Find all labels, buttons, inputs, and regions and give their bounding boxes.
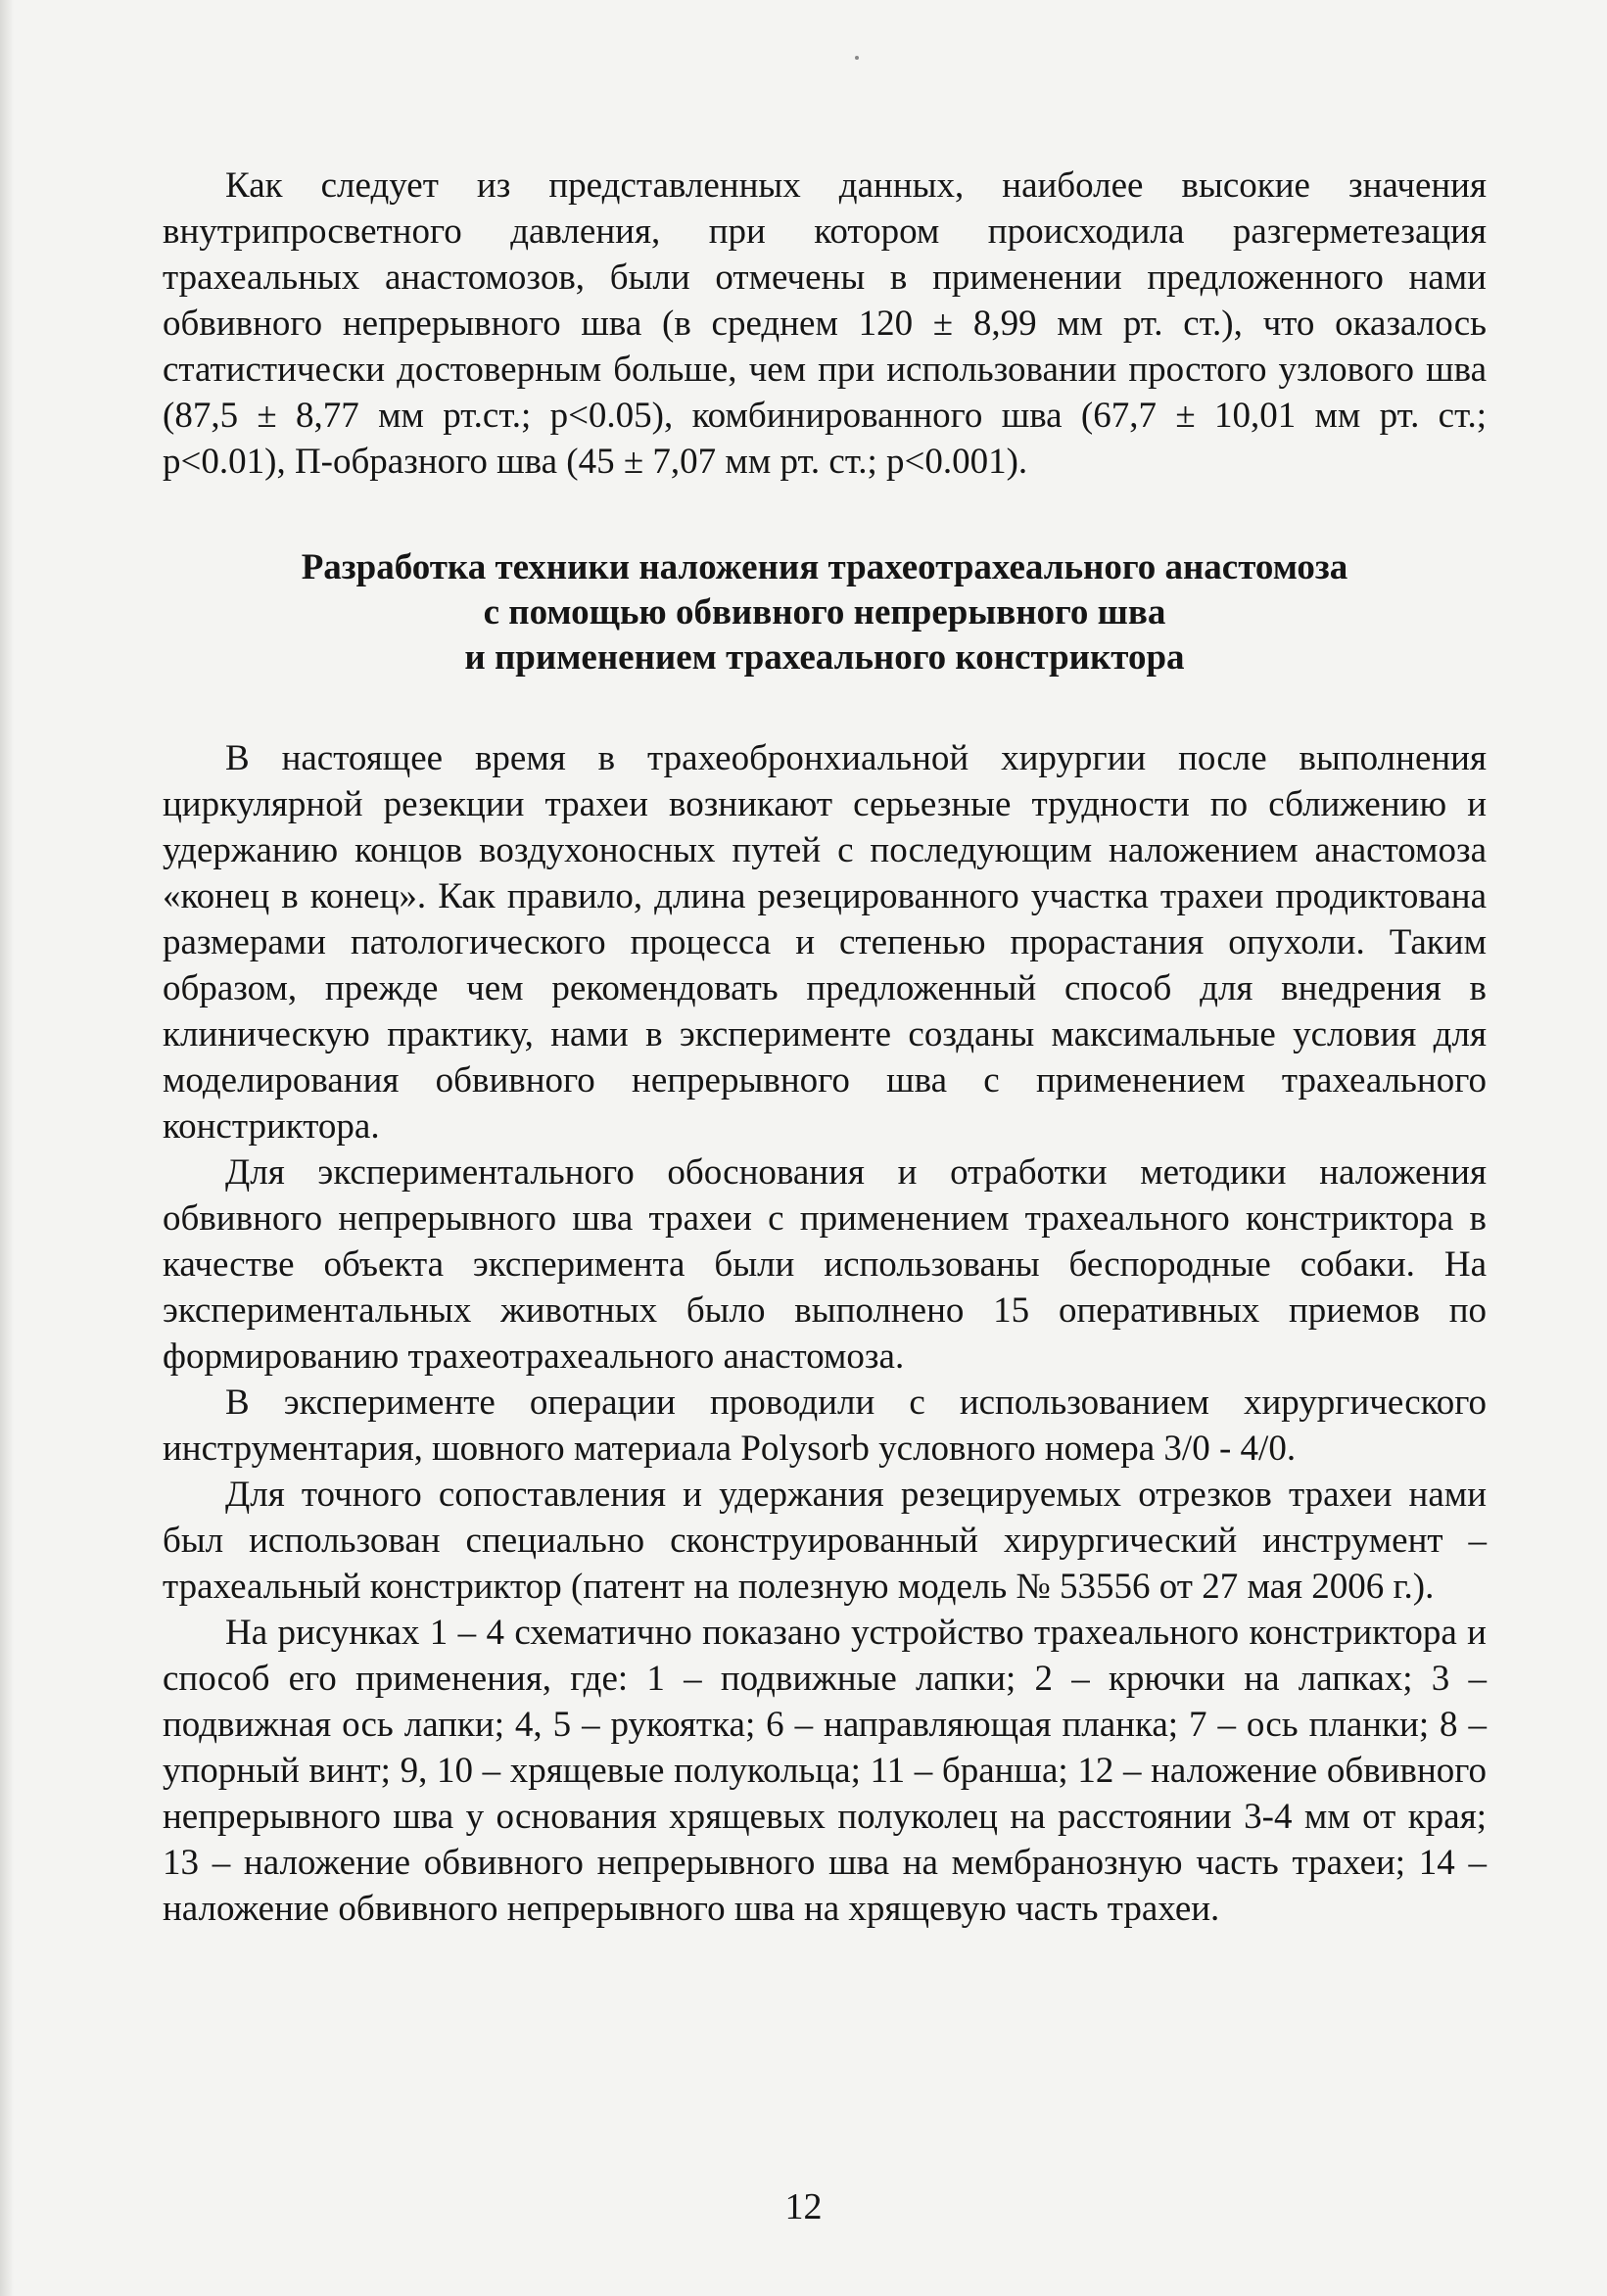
- section-heading-line-1: Разработка техники наложения трахеотрахеального анастомоза: [301, 547, 1348, 587]
- body-paragraph-1: В настоящее время в трахеобронхиальной хирургии после выполнения циркулярной резекции трахеи возникают серьезные трудности по сближению и удержанию концов воздухоносных путей с последующим наложением анастомоза «конец в конец». Как правило, длина резецированного участка трахеи продиктована размерами патологического процесса и степенью прорастания опухоли. Таким образом, прежде чем рекомендовать предложенный способ для внедрения в клиническую практику, нами в эксперименте созданы максимальные условия для моделирования обвивного непрерывного шва с применением трахеального констриктора.: [163, 738, 1487, 1147]
- body-paragraph-2: Для экспериментального обоснования и отработки методики наложения обвивного непрерывного шва трахеи с применением трахеального констриктора в качестве объекта эксперимента были использованы беспородные собаки. На экспериментальных животных было выполнено 15 оперативных приемов по формированию трахеотрахеального анастомоза.: [163, 1152, 1487, 1377]
- page-content: [163, 163, 1487, 1932]
- page-number: 12: [784, 2186, 823, 2227]
- section-heading: [163, 545, 1487, 680]
- body-paragraph-3: В эксперименте операции проводили с использованием хирургического инструментария, шовного материала Polysorb условного номера 3/0 - 4/0.: [163, 1382, 1487, 1469]
- body-paragraph-4: Для точного сопоставления и удержания резецируемых отрезков трахеи нами был использован специально сконструированный хирургический инструмент – трахеальный констриктор (патент на полезную модель № 53556 от 27 мая 2006 г.).: [163, 1475, 1487, 1607]
- scan-speck: [855, 56, 859, 60]
- section-heading-line-3: и применением трахеального констриктора: [464, 637, 1185, 678]
- page-edge-shadow: [0, 0, 14, 2296]
- body-paragraph-5: На рисунках 1 – 4 схематично показано устройство трахеального констриктора и способ его применения, где: 1 – подвижные лапки; 2 – крючки на лапках; 3 – подвижная ось лапки; 4, 5 – рукоятка; 6 – направляющая планка; 7 – ось планки; 8 – упорный винт; 9, 10 – хрящевые полукольца; 11 – бранша; 12 – наложение обвивного непрерывного шва у основания хрящевых полуколец на расстоянии 3-4 мм от края; 13 – наложение обвивного непрерывного шва на мембранозную часть трахеи; 14 – наложение обвивного непрерывного шва на хрящевую часть трахеи.: [163, 1613, 1487, 1929]
- section-heading-line-2: с помощью обвивного непрерывного шва: [483, 592, 1166, 633]
- intro-paragraph: Как следует из представленных данных, наиболее высокие значения внутрипросветного давления, при котором происходила разгерметезация трахеальных анастомозов, были отмечены в применении предложенного нами обвивного непрерывного шва (в среднем 120 ± 8,99 мм рт. ст.), что оказалось статистически достоверным больше, чем при использовании простого узлового шва (87,5 ± 8,77 мм рт.ст.; p<0.05), комбинированного шва (67,7 ± 10,01 мм рт. ст.; p<0.01), П-образного шва (45 ± 7,07 мм рт. ст.; p<0.001).: [163, 165, 1487, 482]
